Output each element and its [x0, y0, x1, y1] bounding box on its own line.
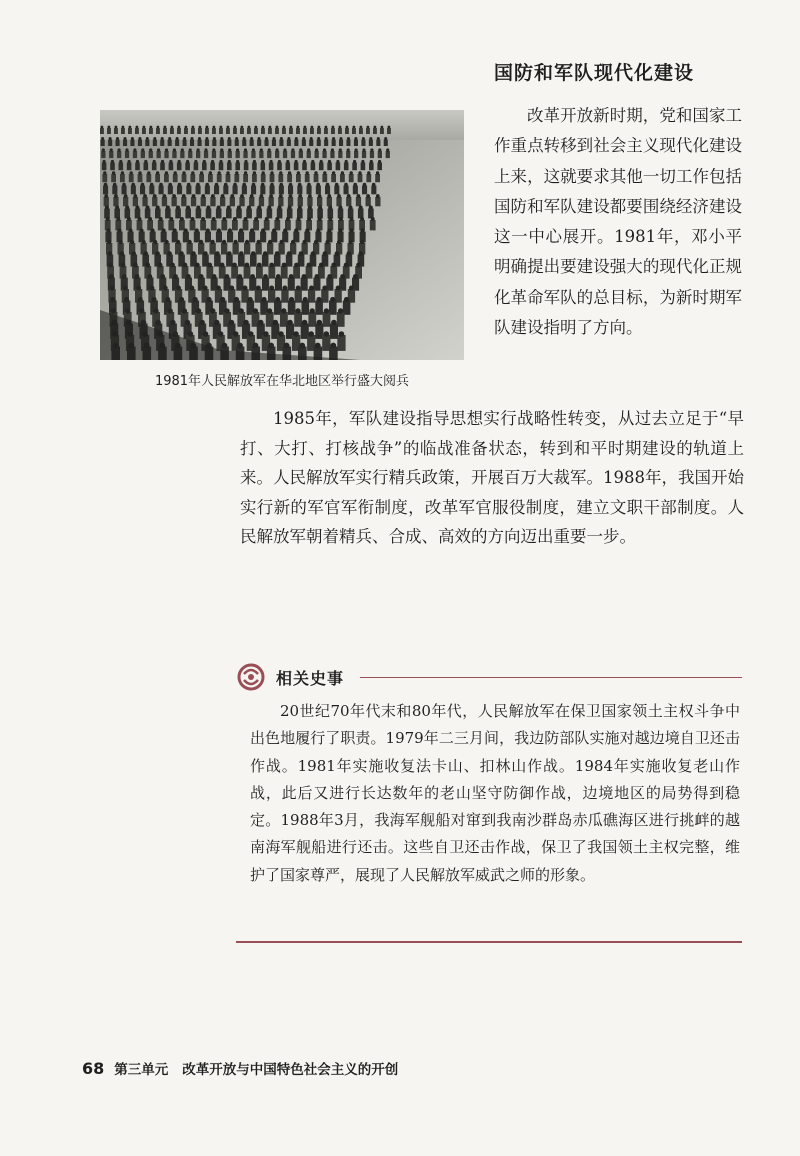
related-history-rule — [360, 677, 742, 678]
paragraph-1: 改革开放新时期，党和国家工作重点转移到社会主义现代化建设上来，这就要求其他一切工作包括国防和军队建设都要围绕经济建设这一中心展开。1981年，邓小平明确提出要建设强大的现代化正规化革命军队的总目标，为新时期军队建设指明了方向。 — [494, 106, 742, 338]
paragraph-2: 1985年，军队建设指导思想实行战略性转变，从过去立足于“早打、大打、打核战争”的临战准备状态，转到和平时期建设的轨道上来。人民解放军实行精兵政策，开展百万大裁军。1988年，我国开始实行新的军官军衔制度，改革军官服役制度，建立文职干部制度。人民解放军朝着精兵、合成、高效的方向迈出重要一步。 — [240, 409, 744, 546]
page-number: 68 — [82, 1059, 105, 1078]
related-history-bottom-rule — [236, 941, 742, 943]
section-title: 国防和军队现代化建设 — [494, 62, 695, 84]
parade-photo — [100, 110, 464, 360]
photo-caption: 1981年人民解放军在华北地区举行盛大阅兵 — [154, 374, 410, 389]
related-history-header — [236, 662, 742, 692]
related-history-icon — [236, 662, 266, 692]
related-history-body: 20世纪70年代末和80年代，人民解放军在保卫国家领土主权斗争中出色地履行了职责。1979年二三月间，我边防部队实施对越边境自卫还击作战。1981年实施收复法卡山、扣林山作战。1984年实施收复老山作战，此后又进行长达数年的老山坚守防御作战，边境地区的局势得到稳定。1988年3月，我海军舰船对窜到我南沙群岛赤瓜礁海区进行挑衅的越南海军舰船进行还击。这些自卫还击作战，保卫了我国领土主权完整，维护了国家尊严，展现了人民解放军威武之师的形象。 — [250, 702, 740, 884]
unit-label: 第三单元 — [114, 1062, 169, 1078]
related-history-title: 相关史事 — [276, 668, 345, 688]
page-footer — [82, 1058, 398, 1078]
chapter-title: 改革开放与中国特色社会主义的开创 — [182, 1062, 399, 1078]
